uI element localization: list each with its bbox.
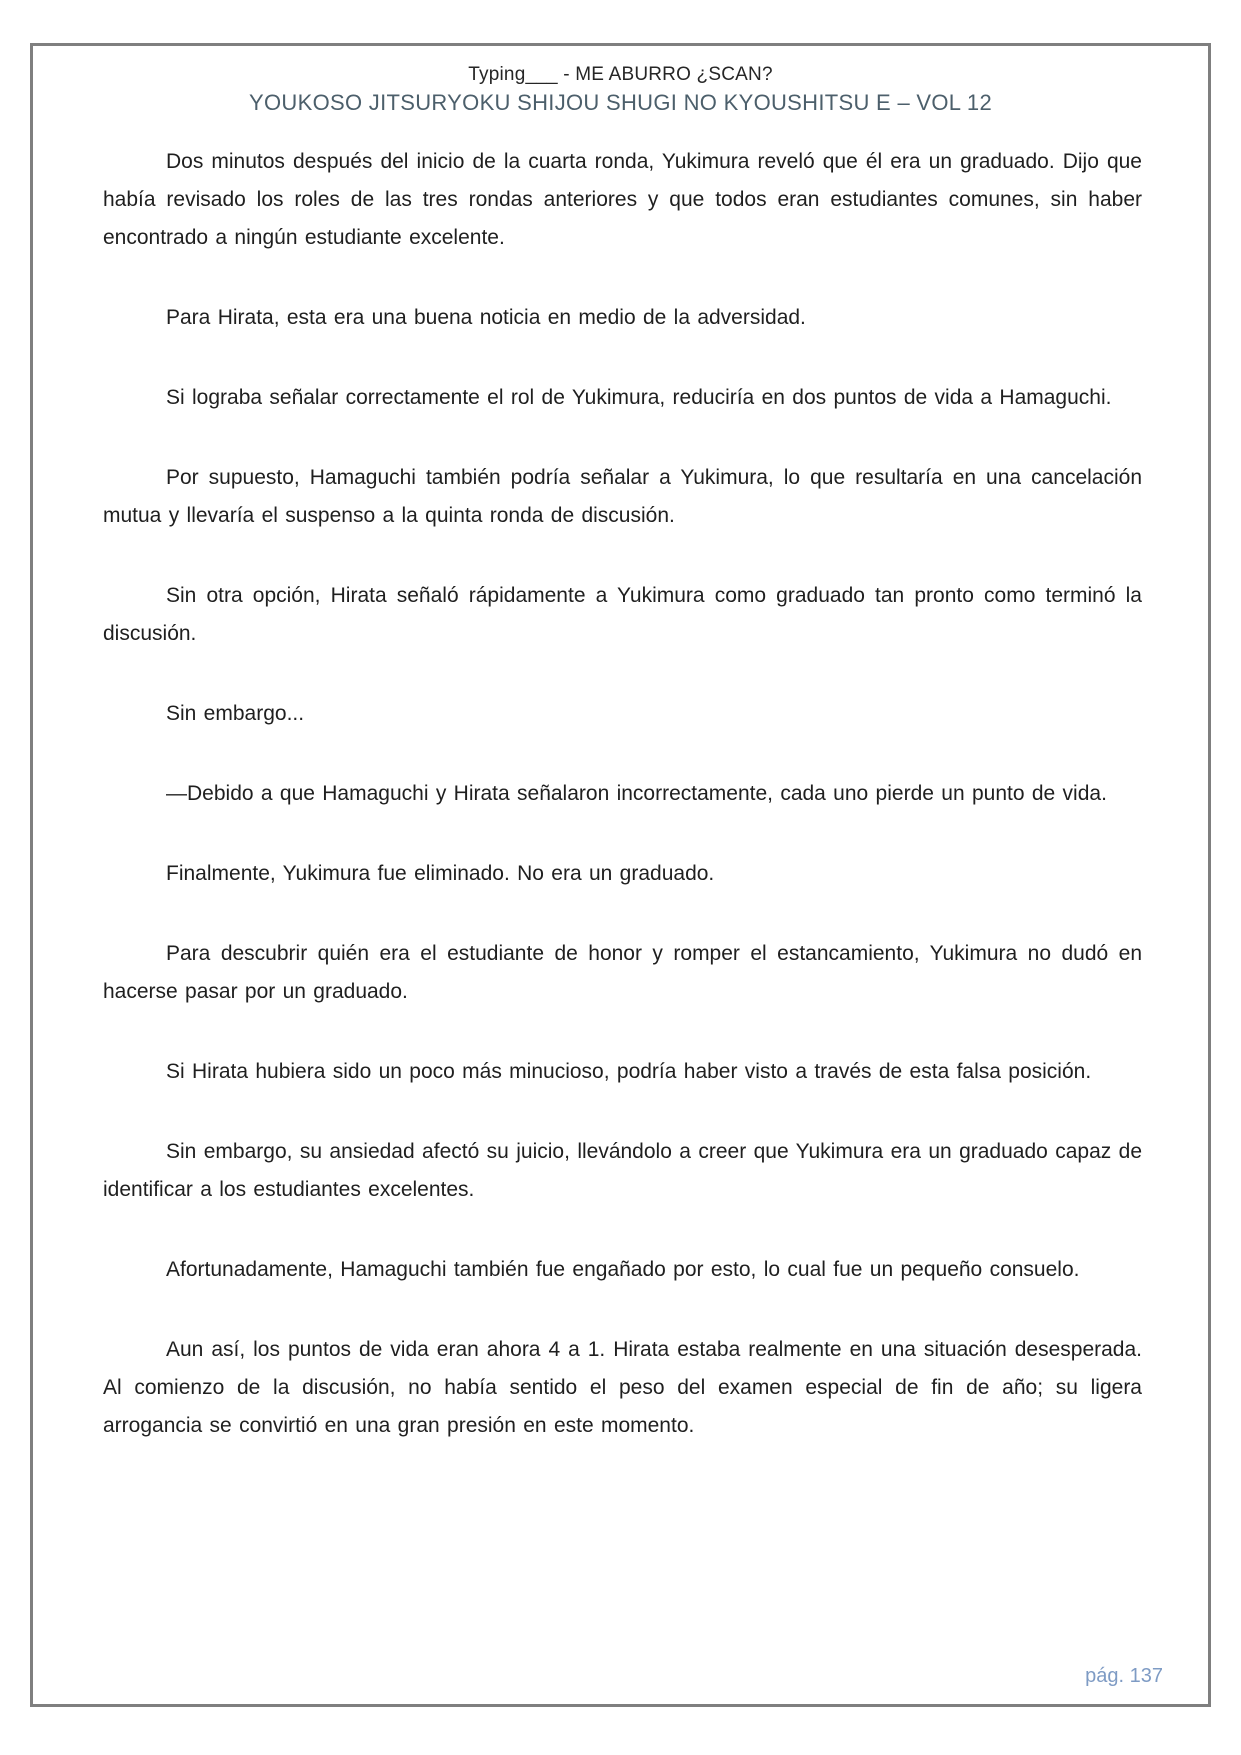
paragraph: Si lograba señalar correctamente el rol de Yukimura, reduciría en dos puntos de vida a Hamaguchi. [166, 386, 1112, 409]
paragraph: Para descubrir quién era el estudiante de honor y romper el estancamiento, Yukimura no dudó en hacerse pasar por un graduado. [103, 942, 1142, 1003]
paragraph: Dos minutos después del inicio de la cuarta ronda, Yukimura reveló que él era un graduado. Dijo que había revisado los roles de las tres rondas anteriores y que todos eran estudiantes comunes, sin haber encontrado a ningún estudiante excelente. [103, 150, 1142, 249]
body-text [103, 143, 1142, 1445]
paragraph: Finalmente, Yukimura fue eliminado. No era un graduado. [166, 862, 715, 885]
page-frame [30, 43, 1211, 1707]
paragraph: Para Hirata, esta era una buena noticia en medio de la adversidad. [166, 306, 806, 329]
page-header [33, 46, 1208, 117]
paragraph: Por supuesto, Hamaguchi también podría señalar a Yukimura, lo que resultaría en una cancelación mutua y llevaría el suspenso a la quinta ronda de discusión. [103, 466, 1142, 527]
paragraph: Si Hirata hubiera sido un poco más minucioso, podría haber visto a través de esta falsa posición. [166, 1060, 1092, 1083]
paragraph: Afortunadamente, Hamaguchi también fue engañado por esto, lo cual fue un pequeño consuelo. [166, 1258, 1080, 1281]
paragraph: Aun así, los puntos de vida eran ahora 4 a 1. Hirata estaba realmente en una situación desesperada. Al comienzo de la discusión, no había sentido el peso del examen especial de fin de año; su ligera arrogancia se convirtió en una gran presión en este momento. [103, 1338, 1142, 1437]
paragraph: Sin embargo... [166, 702, 305, 725]
header-volume-title: YOUKOSO JITSURYOKU SHIJOU SHUGI NO KYOUSHITSU E – VOL 12 [249, 90, 992, 115]
paragraph: Sin embargo, su ansiedad afectó su juicio, llevándolo a creer que Yukimura era un graduado capaz de identificar a los estudiantes excelentes. [103, 1140, 1142, 1201]
header-scan-title: Typing___ - ME ABURRO ¿SCAN? [468, 64, 773, 85]
paragraph: Sin otra opción, Hirata señaló rápidamente a Yukimura como graduado tan pronto como terminó la discusión. [103, 584, 1142, 645]
paragraph: —Debido a que Hamaguchi y Hirata señalaron incorrectamente, cada uno pierde un punto de vida. [166, 782, 1107, 805]
page-number: pág. 137 [1085, 1665, 1163, 1687]
